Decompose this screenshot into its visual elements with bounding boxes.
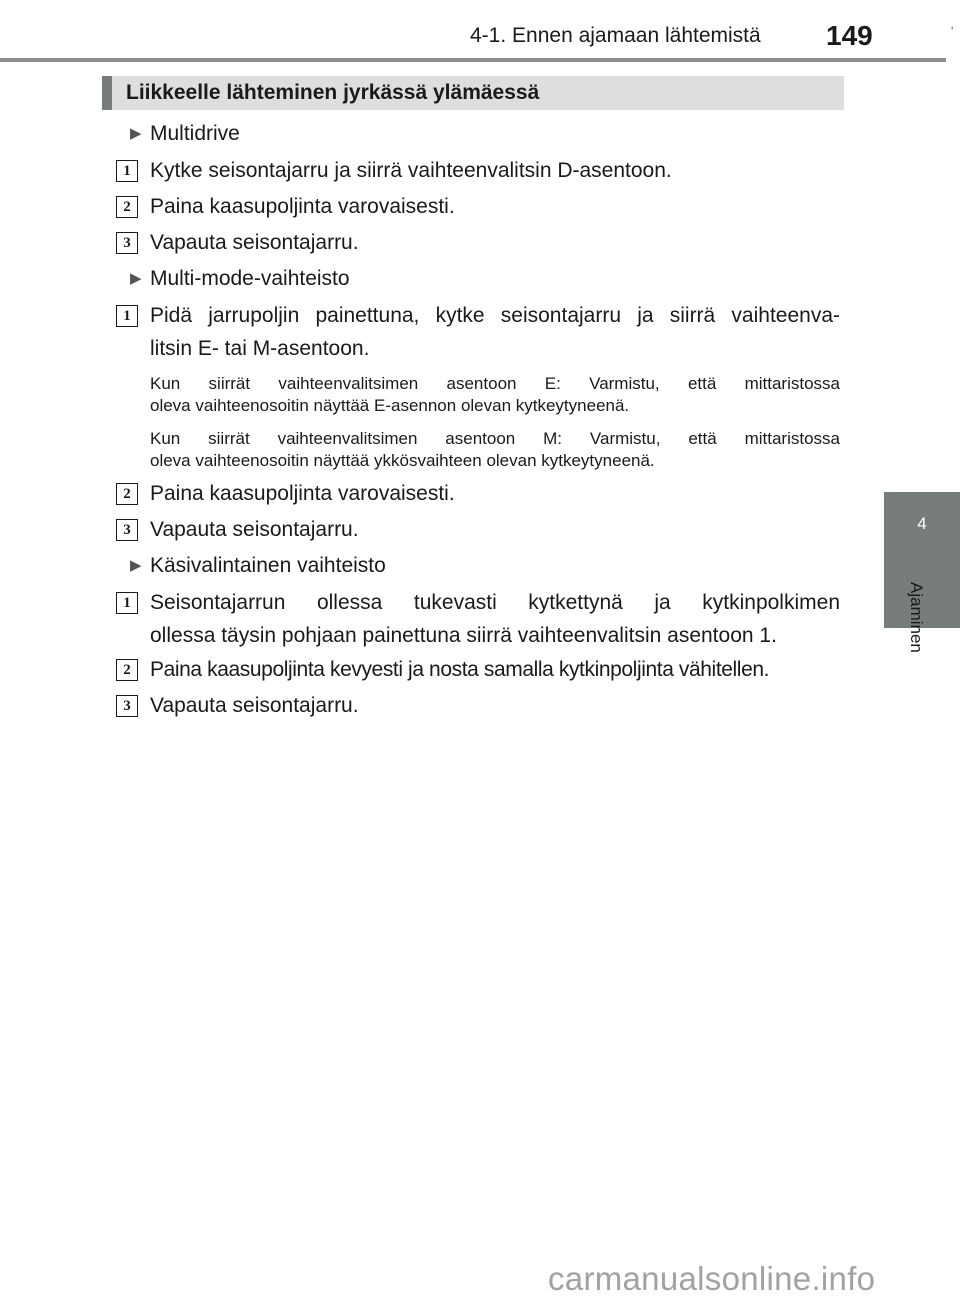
page-number: 149 [826,20,873,51]
step-number-badge: 2 [116,659,138,681]
step-text-line1: Seisontajarrun ollessa tukevasti kytkettynä ja kytkinpolkimen [150,591,840,614]
step-text: Kytke seisontajarru ja siirrä vaihteenvalitsin D-asentoon. [150,159,672,182]
step-text: Vapauta seisontajarru. [150,518,359,541]
watermark: carmanualsonline.info [548,1260,876,1297]
step-number-badge: 1 [116,160,138,182]
step-number-badge: 3 [116,232,138,254]
running-header: 4-1. Ennen ajamaan lähtemistä [470,24,761,47]
step-text-line2: litsin E- tai M-asentoon. [150,337,370,360]
step-number-badge: 1 [116,305,138,327]
section-heading [102,76,844,110]
subheading-multi-mode: ▶ Multi-mode-vaihteisto [130,267,350,290]
crop-mark: ' [951,24,954,38]
chapter-number: 4 [917,514,927,533]
note-paragraph [150,428,840,472]
triangle-bullet-icon: ▶ [130,270,142,287]
subheading-multidrive: ▶ Multidrive [130,122,240,145]
step-text: Vapauta seisontajarru. [150,231,359,254]
step-text: Paina kaasupoljinta varovaisesti. [150,482,455,505]
section-heading-text: Liikkeelle lähteminen jyrkässä ylämäessä [126,81,540,104]
note-paragraph [150,373,840,417]
step-number-badge: 2 [116,483,138,505]
step-number-badge: 3 [116,695,138,717]
step-number-badge: 3 [116,519,138,541]
step-number-badge: 2 [116,196,138,218]
chapter-label: Ajaminen [907,582,926,653]
note-line2: oleva vaihteenosoitin näyttää ykkösvaihteen olevan kytkeytyneenä. [150,451,655,470]
header-rule [0,58,946,62]
step-text: Paina kaasupoljinta kevyesti ja nosta samalla kytkinpoljinta vähitellen. [150,658,770,681]
note-line2: oleva vaihteenosoitin näyttää E-asennon olevan kytkeytyneenä. [150,396,630,415]
subheading-manual: ▶ Käsivalintainen vaihteisto [130,554,386,577]
step-number-badge: 1 [116,592,138,614]
triangle-bullet-icon: ▶ [130,125,142,142]
triangle-bullet-icon: ▶ [130,557,142,574]
note-line1: Kun siirrät vaihteenvalitsimen asentoon M: Varmistu, että mittaristossa [150,429,840,448]
section-heading-bar [102,76,112,110]
step-text-line1: Pidä jarrupoljin painettuna, kytke seisontajarru ja siirrä vaihteenva- [150,304,840,327]
step-text: Paina kaasupoljinta varovaisesti. [150,195,455,218]
step-text: Vapauta seisontajarru. [150,694,359,717]
note-line1: Kun siirrät vaihteenvalitsimen asentoon E: Varmistu, että mittaristossa [150,374,840,393]
step-text-line2: ollessa täysin pohjaan painettuna siirrä vaihteenvalitsin asentoon 1. [150,624,777,647]
